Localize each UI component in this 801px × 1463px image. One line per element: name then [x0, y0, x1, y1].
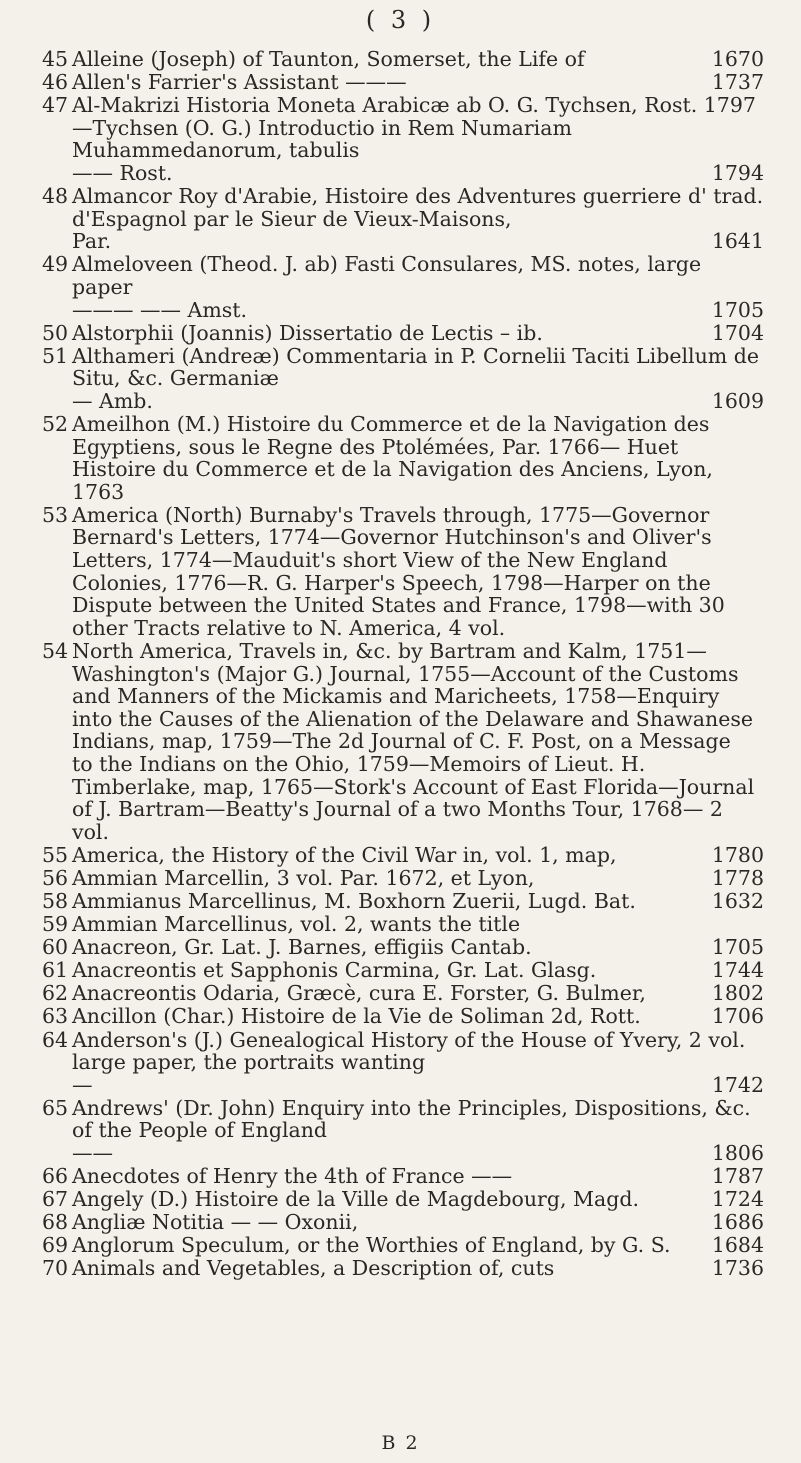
- entry-description: Al-Makrizi Historia Moneta Arabicæ ab O. G. Tychsen, Rost. 1797—Tychsen (O. G.) Introductio in Rem Numariam Muhammedanorum, tabulis: [72, 93, 756, 163]
- entry-year: 1794: [711, 160, 764, 185]
- catalogue-entry: [42, 345, 764, 413]
- entry-description: Anderson's (J.) Genealogical History of the House of Yvery, 2 vol. large paper, the portraits wanting: [72, 1027, 746, 1075]
- catalogue-entry: [42, 504, 764, 640]
- catalogue-entry: [42, 1005, 764, 1028]
- entry-year: 1787: [711, 1164, 764, 1189]
- entry-text: [72, 867, 764, 890]
- entry-number: 48: [42, 184, 69, 209]
- entry-text: [72, 1165, 764, 1188]
- entry-detail: Ammian Marcellinus, vol. 2, wants the title: [72, 912, 521, 937]
- entry-last-line: [72, 230, 764, 253]
- entry-description: Andrews' (Dr. John) Enquiry into the Principles, Dispositions, &c. of the People of England: [72, 1095, 751, 1143]
- entry-number: 54: [42, 638, 69, 663]
- catalogue-entry: [42, 867, 764, 890]
- entry-text: [72, 844, 764, 867]
- entry-detail: Ammian Marcellin, 3 vol. Par. 1672, et Lyon,: [72, 865, 535, 890]
- entry-text: [72, 185, 764, 253]
- catalogue-entry: [42, 844, 764, 867]
- entry-last-line: [72, 1074, 764, 1097]
- entry-description: Almancor Roy d'Arabie, Histoire des Adventures guerriere d' trad. d'Espagnol par le Sieur de Vieux-Maisons,: [72, 184, 764, 231]
- entry-detail: Alstorphii (Joannis) Dissertatio de Lectis – ib.: [72, 320, 543, 345]
- entry-text: [72, 913, 764, 936]
- page-number: ( 3 ): [365, 6, 436, 34]
- catalogue-entry: [42, 71, 764, 94]
- entry-last-line: [72, 1234, 764, 1257]
- entry-number: 70: [42, 1256, 69, 1281]
- catalogue-entry: [42, 913, 764, 936]
- entry-year: 1802: [711, 981, 764, 1006]
- catalogue-entries: [42, 48, 764, 1281]
- entry-detail: Ammianus Marcellinus, M. Boxhorn Zuerii, Lugd. Bat.: [72, 888, 636, 913]
- entry-last-line: [72, 322, 764, 345]
- entry-number: 68: [42, 1210, 69, 1235]
- entry-year: 1705: [711, 935, 764, 960]
- entry-number: 58: [42, 888, 69, 913]
- entry-year: 1704: [711, 320, 764, 345]
- entry-year: 1670: [711, 47, 764, 71]
- entry-text: [72, 982, 764, 1005]
- catalogue-entry: [42, 936, 764, 959]
- entry-detail: Anacreontis et Sapphonis Carmina, Gr. Lat. Glasg.: [72, 958, 597, 983]
- entry-year: 1686: [711, 1210, 764, 1235]
- entry-description: Althameri (Andreæ) Commentaria in P. Cornelii Taciti Libellum de Situ, &c. Germaniæ: [72, 343, 760, 391]
- entry-last-line: [72, 299, 764, 322]
- entry-text: [72, 504, 764, 640]
- entry-number: 67: [42, 1187, 69, 1212]
- entry-last-line: [72, 844, 764, 867]
- entry-text: [72, 936, 764, 959]
- entry-text: [72, 71, 764, 94]
- entry-text: [72, 959, 764, 982]
- entry-detail: North America, Travels in, &c. by Bartram and Kalm, 1751—Washington's (Major G.) Journal, 1755—Account of the Customs and Manners of the Mickamis and Maricheets, 1758—Enquiry into the Causes of the Alienation of the Delaware and Shawanese Indians, map, 1759—The 2d Journal of C. F. Post, on a Message to the Indians on the Ohio, 1759—Memoirs of Lieut. H. Timberlake, map, 1765—Stork's Account of East Florida—Journal of J. Bartram—Beatty's Journal of a two Months Tour, 1768— 2 vol.: [72, 638, 755, 844]
- entry-detail: —— Rost.: [72, 160, 173, 185]
- entry-year: 1706: [711, 1004, 764, 1029]
- entry-detail: Allen's Farrier's Assistant ———: [72, 70, 407, 95]
- catalogue-entry: [42, 1165, 764, 1188]
- entry-number: 53: [42, 502, 69, 527]
- entry-year: 1736: [711, 1256, 764, 1281]
- entry-year: 1724: [711, 1187, 764, 1212]
- entry-last-line: [72, 413, 764, 503]
- entry-text: [72, 48, 764, 71]
- entry-detail: America (North) Burnaby's Travels through, 1775—Governor Bernard's Letters, 1774—Governor Hutchinson's and Oliver's Letters, 1774—Mauduit's short View of the New England Colonies, 1776—R. G. Harper's Speech, 1798—Harper on the Dispute between the United States and France, 1798—with 30 other Tracts relative to N. America, 4 vol.: [72, 502, 725, 640]
- entry-detail: Ameilhon (M.) Histoire du Commerce et de la Navigation des Egyptiens, sous le Regne des Ptolémées, Par. 1766— Huet Histoire du Commerce et de la Navigation des Anciens, Lyon, 1763: [72, 412, 713, 504]
- entry-year: 1705: [711, 297, 764, 322]
- entry-number: 45: [42, 47, 69, 71]
- entry-last-line: [72, 982, 764, 1005]
- entry-detail: Anacreon, Gr. Lat. J. Barnes, effigiis Cantab.: [72, 935, 532, 960]
- entry-detail: Anecdotes of Henry the 4th of France ——: [72, 1164, 513, 1189]
- entry-number: 49: [42, 252, 69, 277]
- entry-number: 65: [42, 1095, 69, 1120]
- entry-number: 66: [42, 1164, 69, 1189]
- entry-text: [72, 890, 764, 913]
- entry-last-line: [72, 1211, 764, 1234]
- entry-detail: Ancillon (Char.) Histoire de la Vie de Soliman 2d, Rott.: [72, 1004, 641, 1029]
- catalogue-entry: [42, 640, 764, 843]
- catalogue-entry: [42, 253, 764, 321]
- entry-text: [72, 1257, 764, 1280]
- entry-last-line: [72, 48, 764, 71]
- entry-text: [72, 345, 764, 413]
- entry-number: 55: [42, 842, 69, 867]
- entry-number: 56: [42, 865, 69, 890]
- entry-number: 52: [42, 412, 69, 436]
- entry-year: 1742: [711, 1072, 764, 1097]
- entry-year: 1632: [711, 888, 764, 913]
- entry-year: 1609: [711, 388, 764, 413]
- entry-last-line: [72, 390, 764, 413]
- entry-last-line: [72, 162, 764, 185]
- entry-text: [72, 94, 764, 184]
- catalogue-entry: [42, 185, 764, 253]
- entry-last-line: [72, 504, 764, 640]
- catalogue-entry: [42, 1257, 764, 1280]
- catalogue-entry: [42, 1029, 764, 1097]
- entry-year: 1684: [711, 1233, 764, 1258]
- entry-detail: Alleine (Joseph) of Taunton, Somerset, the Life of: [72, 47, 585, 71]
- entry-last-line: [72, 71, 764, 94]
- entry-year: 1778: [711, 865, 764, 890]
- entry-last-line: [72, 1142, 764, 1165]
- entry-year: 1780: [711, 842, 764, 867]
- catalogue-entry: [42, 890, 764, 913]
- entry-text: [72, 640, 764, 843]
- catalogue-entry: [42, 322, 764, 345]
- entry-number: 63: [42, 1004, 69, 1029]
- catalogue-entry: [42, 1211, 764, 1234]
- entry-number: 59: [42, 912, 69, 937]
- entry-text: [72, 1211, 764, 1234]
- entry-text: [72, 413, 764, 503]
- entry-detail: Animals and Vegetables, a Description of, cuts: [72, 1256, 555, 1281]
- entry-last-line: [72, 890, 764, 913]
- entry-text: [72, 1029, 764, 1097]
- entry-year: 1737: [711, 70, 764, 95]
- entry-last-line: [72, 1257, 764, 1280]
- entry-number: 51: [42, 343, 69, 368]
- entry-year: 1744: [711, 958, 764, 983]
- catalogue-entry: [42, 48, 764, 71]
- entry-last-line: [72, 959, 764, 982]
- entry-detail: Par.: [72, 229, 112, 254]
- entry-detail: — Amb.: [72, 388, 153, 413]
- entry-last-line: [72, 913, 764, 936]
- entry-number: 50: [42, 320, 69, 345]
- catalogue-entry: [42, 959, 764, 982]
- entry-detail: Anglorum Speculum, or the Worthies of England, by G. S.: [72, 1233, 671, 1258]
- catalogue-entry: [42, 1097, 764, 1165]
- entry-detail: Angliæ Notitia — — Oxonii,: [72, 1210, 359, 1235]
- entry-text: [72, 253, 764, 321]
- entry-detail: America, the History of the Civil War in, vol. 1, map,: [72, 842, 617, 867]
- entry-last-line: [72, 1005, 764, 1028]
- catalogue-entry: [42, 982, 764, 1005]
- entry-detail: ——: [72, 1141, 113, 1165]
- entry-detail: Anacreontis Odaria, Græcè, cura E. Forster, G. Bulmer,: [72, 981, 646, 1006]
- entry-text: [72, 1234, 764, 1257]
- entry-text: [72, 1097, 764, 1165]
- entry-year: 1806: [711, 1141, 764, 1165]
- entry-last-line: [72, 867, 764, 890]
- entry-year: 1641: [711, 229, 764, 254]
- entry-description: Almeloveen (Theod. J. ab) Fasti Consulares, MS. notes, large paper: [72, 252, 702, 299]
- entry-detail: Angely (D.) Histoire de la Ville de Magdebourg, Magd.: [72, 1187, 639, 1212]
- entry-last-line: [72, 1165, 764, 1188]
- entry-detail: ——— —— Amst.: [72, 297, 248, 322]
- catalogue-entry: [42, 1234, 764, 1257]
- catalogue-entry: [42, 413, 764, 503]
- entry-last-line: [72, 936, 764, 959]
- entry-last-line: [72, 640, 764, 843]
- entry-last-line: [72, 1188, 764, 1211]
- entry-number: 46: [42, 70, 69, 95]
- catalogue-entry: [42, 94, 764, 184]
- entry-text: [72, 1005, 764, 1028]
- entry-number: 60: [42, 935, 69, 960]
- entry-text: [72, 322, 764, 345]
- signature-mark: B 2: [381, 1432, 420, 1454]
- entry-number: 64: [42, 1027, 69, 1052]
- entry-number: 69: [42, 1233, 69, 1258]
- entry-detail: —: [72, 1072, 93, 1097]
- entry-number: 62: [42, 981, 69, 1006]
- catalogue-entry: [42, 1188, 764, 1211]
- entry-number: 47: [42, 93, 69, 118]
- entry-text: [72, 1188, 764, 1211]
- entry-number: 61: [42, 958, 69, 983]
